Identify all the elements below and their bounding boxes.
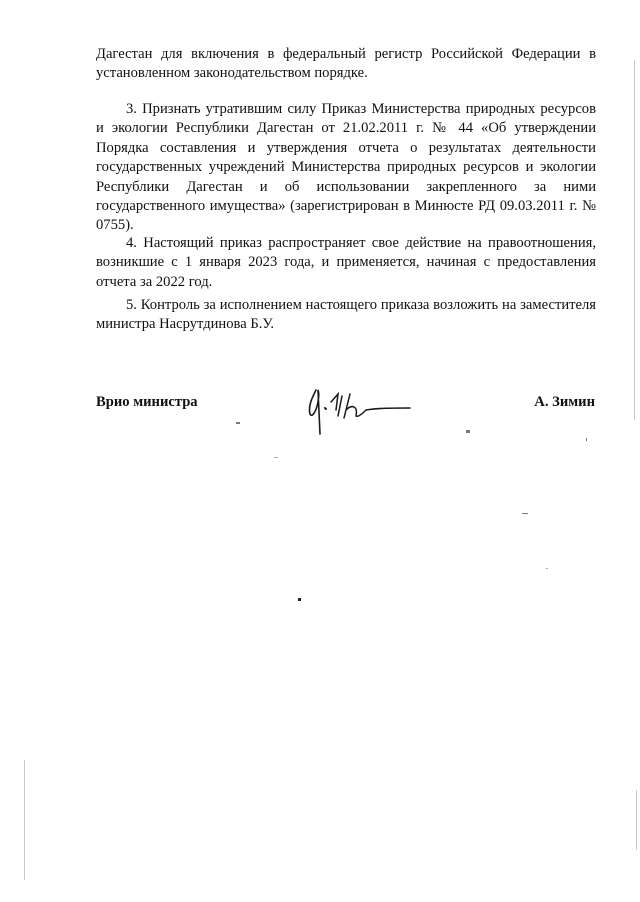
paragraph-continuation: Дагестан для включения в федеральный регистр Российской Федерации в установленном законодательством порядке. (96, 46, 596, 82)
scan-speck (546, 568, 548, 569)
handwritten-signature (298, 382, 418, 437)
signatory-name: А. Зимин (534, 394, 595, 410)
scan-speck (236, 422, 240, 424)
scan-speck (298, 598, 301, 601)
scan-speck (522, 513, 528, 514)
scan-edge-line (24, 760, 25, 880)
paragraph-item-5: 5. Контроль за исполнением настоящего приказа возложить на заместителя министра Насрутдинова Б.У. (96, 297, 596, 333)
scan-edge-line (636, 790, 637, 850)
scan-edge-line (634, 60, 635, 420)
paragraph-item-3: 3. Признать утратившим силу Приказ Министерства природных ресурсов и экологии Республики Дагестан от 21.02.2011 г. № 44 «Об утверждении Порядка составления и утверждения отчета о результатах деятельности государственных учреждений Министерства природных ресурсов и экологии Республики Дагестан и об использовании закрепленного за ними государственного имущества» (зарегистрирован в Минюсте РД 09.03.2011 г. № 0755). (96, 101, 596, 234)
signatory-title: Врио министра (96, 394, 198, 410)
scan-speck (586, 438, 587, 441)
scan-speck (466, 430, 470, 433)
scan-speck (274, 457, 278, 458)
paragraph-item-4: 4. Настоящий приказ распространяет свое действие на правоотношения, возникшие с 1 января 2023 года, и применяется, начиная с предоставления отчета за 2022 год. (96, 235, 596, 290)
